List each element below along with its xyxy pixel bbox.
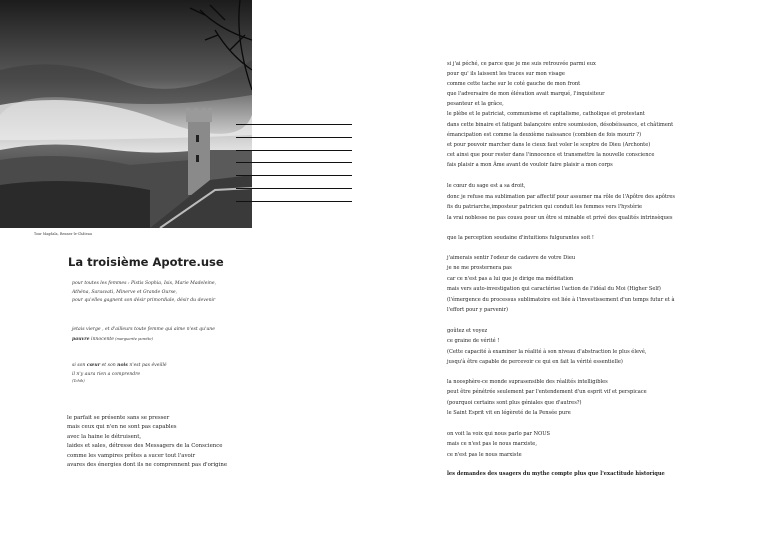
verse-line: que la perception soudaine d'intuitions fulgurantes soit !: [447, 235, 594, 241]
body-line: laides et sales, détresse des Messagers de la Conscience: [67, 443, 223, 450]
body-line: le parfait se présente sans se presser: [67, 415, 170, 421]
rule-line: [236, 150, 352, 151]
body-line: comme les vampires prêtes a sucer tout l'avoir: [67, 452, 196, 459]
verse-line: (l'émergence du processus sublimatoire est liée à l'investissement d'un temps futur et à: [447, 296, 675, 303]
quote-line: [72, 335, 215, 345]
body-line: avec la haine le détruisent,: [67, 433, 142, 440]
quote-porette: [72, 326, 215, 344]
right-stanza-3: [447, 233, 747, 243]
verse-line: (pourquoi certains sont plus géniales que d'autres?): [447, 399, 582, 406]
verse-line: car ce n'est pas a lui que je dirige ma méditation: [447, 275, 574, 282]
page-title: La troisième Apotre.use: [68, 255, 224, 269]
verse-line: ce graine de vérité !: [447, 338, 500, 345]
verse-line: émancipation est comme la deuxième naissance (combien de fois mourir ?): [447, 131, 642, 138]
quote-attribution: (marguerite porette): [113, 336, 153, 341]
verse-line: fis du patriarche,imposteur patricien qui conduit les femmes vers l'hystérie: [447, 204, 643, 211]
verse-line: on voit la voix qui nous parlo par NOUS: [447, 431, 551, 437]
right-stanza-6: [447, 377, 747, 418]
verse-line: (Cette capacité à examiner la réalité à son niveau d'abstraction le plus élevé,: [447, 348, 647, 355]
verse-line: cet ainsi que pour rester dans l'innocence et transmettre la nouvelle conscience: [447, 151, 655, 158]
verse-line: le Saint Esprit vit en légèreté de la Pensée pure: [447, 409, 571, 416]
quote-text: innocente: [89, 336, 114, 342]
quote-text: n'est pas éveillé: [127, 363, 167, 368]
verse-line: je ne me prosternera pas: [447, 265, 512, 272]
closing-line: les demandes des usagers du mythe compte plus que l'exactitude historique: [447, 471, 665, 477]
verse-line: j'aimerais sentir l'odeur de cadavre de votre Dieu: [447, 255, 576, 261]
right-stanza-5: [447, 326, 747, 367]
dedication-line: pour toutes les femmes : Pistis Sophia, Isis, Marie Madeleine,: [72, 281, 217, 286]
right-stanza-2: [447, 181, 747, 223]
rule-line: [236, 188, 352, 189]
quote-bold-word: cœur: [86, 363, 101, 368]
quote-bold-word: nois: [117, 363, 128, 368]
dedication: [72, 280, 216, 306]
photo-caption: Tour Magdala, Rennes-le-Château: [34, 232, 93, 236]
castle-photo: [0, 0, 252, 228]
verse-line: mais vers auto-investigation qui caractérise l'action de l'idéal du Moi (Higher Self): [447, 286, 661, 293]
quote-text: et son: [100, 363, 118, 368]
quote-line: [72, 362, 167, 371]
verse-line: que l'adversaire de mon élévation avait marqué, l'inquisiteur: [447, 91, 605, 98]
rule-line: [236, 162, 352, 163]
verse-line: si j'ai péché, ce parce que je me suis retrouvée parmi eux: [447, 61, 596, 67]
right-stanza-4: [447, 253, 747, 315]
verse-line: ce n'est pas le nous marxiste: [447, 451, 522, 458]
verse-line: le cœur du sage est a sa droit,: [447, 183, 526, 189]
rule-line: [236, 175, 352, 176]
quote-line: il n'y aura rien a comprendre: [72, 371, 141, 377]
verse-line: le plèbe et le patriciat, communisme et capitalisme, catholique et protestant: [447, 111, 645, 118]
rule-line: [236, 201, 352, 202]
rule-line: [236, 124, 352, 125]
verse-line: peut être pénétrée seulement par l'entendement d'un esprit vif et perspicace: [447, 389, 647, 396]
dedication-line: Athéna, Sarasvati, Minerve et Grande Ourse,: [72, 289, 178, 295]
quote-attribution: (Tchih): [72, 379, 85, 383]
verse-line: dans cette binaire et fatigant balançoire entre soumission, désobéissance, et châtiment: [447, 121, 674, 128]
quote-line: jetais vierge , et d'ailleurs toute femme qui aime n'est qu'une: [72, 327, 215, 332]
rule-line: [236, 137, 352, 138]
verse-line: mais ce n'est pas le nous marxiste,: [447, 441, 537, 448]
quote-text: si son: [72, 363, 87, 368]
quote-tchih: [72, 362, 167, 384]
right-stanza-1: [447, 59, 747, 170]
verse-line: comme cette tache sur le coté gauche de mon front: [447, 81, 581, 88]
verse-line: l'effort pour y parvenir): [447, 307, 508, 314]
verse-line: donc je refuse ma sublimation par affectif pour assumer ma rôle de l'Apôtre des apôtres: [447, 193, 676, 200]
verse-line: et pour pouvoir marcher dans le cieux faut voler le sceptre de Dieu (Archonte): [447, 141, 651, 148]
dedication-line: pour qu'elles gagnent son désir primordiale, désir du devenir: [72, 298, 216, 303]
body-line: avares des énergies dont ils ne comprennent pas d'origine: [67, 462, 228, 469]
verse-line: pesanteur et la grâce,: [447, 101, 504, 108]
right-stanza-7: [447, 429, 747, 460]
verse-line: pour qu' ils laissent les traces sur mon visage: [447, 71, 565, 78]
verse-line: goûtez et voyez: [447, 328, 488, 334]
quote-bold-word: pauvre: [72, 336, 90, 342]
body-line: mais ceux qui n'en ne sont pas capables: [67, 424, 177, 431]
verse-line: la vrai noblesse ne pas cousu pour un être si minable et privé des qualités intrinsèques: [447, 214, 673, 221]
verse-line: jusqu'à être capable de percevoir ce qui en fait la vérité essentielle): [447, 358, 623, 365]
verse-line: fais plaisir a mon Âme avant de vouloir faire plaisir a mon corps: [447, 161, 613, 168]
left-body-stanza: [67, 414, 227, 470]
verse-line: la noosphère-ce monde suprasensible des réalités intelligibles: [447, 379, 608, 385]
